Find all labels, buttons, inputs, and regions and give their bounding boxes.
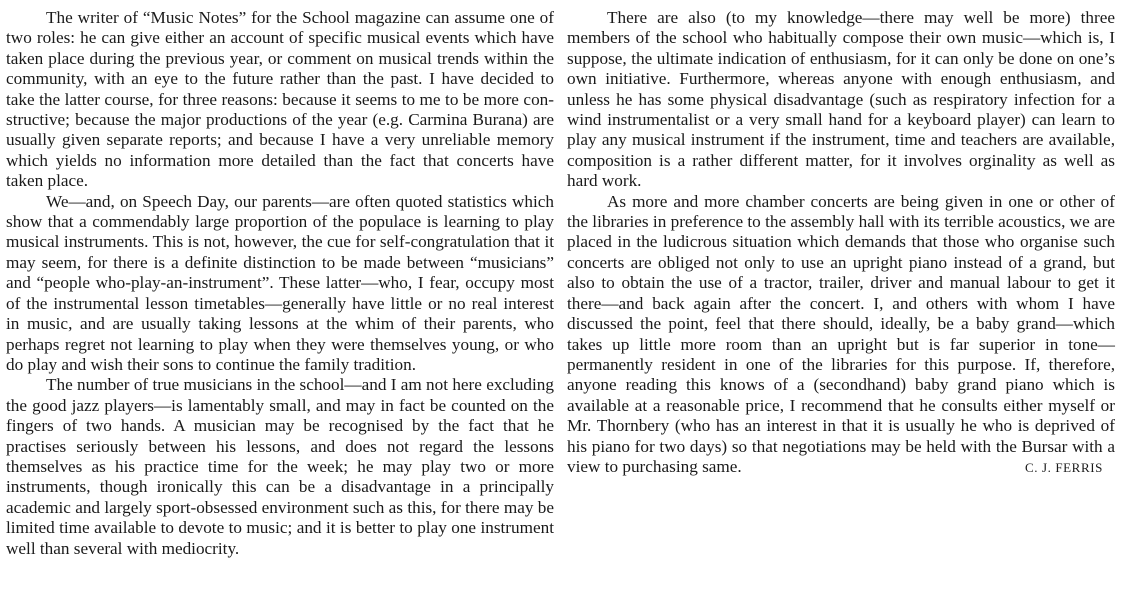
paragraph: The number of true musicians in the school—and I am not here excluding the good jazz players—is lamentably small, and may in fact be counted on the fingers of two hands. A musician may be recognised by the fact that he practises seriously between his lessons, and does not regard the lessons themselves as his practice time for the week; he may play two or more instruments, though ironically this can be a disadvantage in a principally academic and largely sport-obsessed environment such as this, for there may be limited time available to devote to music; and it is better to play one instrument well than several with mediocrity. — [6, 375, 554, 558]
right-column — [567, 8, 1115, 478]
paragraph: There are also (to my knowledge—there may well be more) three members of the school who habitually compose their own music—which is, I suppose, the ultimate indication of enthusiasm, for it can only be done on one’s own initiative. Furthermore, whereas anyone with enough enthusiasm, and unless he has some physical disadvantage (such as respiratory infection for a wind instrumentalist or a very small hand for a keyboard player) can learn to play any musical instrument if the instrument, time and teachers are available, composition is a rather different matter, for it involves orginality as well as hard work. — [567, 8, 1115, 191]
paragraph: The writer of “Music Notes” for the School magazine can assume one of two roles: he can give either an account of specific musical events which have taken place during the previous year, or comment on musical trends within the community, with an eye to the future rather than the past. I have decided to take the latter course, for three reasons: because it seems to me to be more constructive; because the major productions of the year (e.g. Carmina Burana) are usually given separate reports; and because I have a very unreliable memory which yields no information more detailed than the fact that concerts have taken place. — [6, 8, 554, 191]
paragraph: As more and more chamber concerts are being given in one or other of the libraries in preference to the assembly hall with its terrible acoustics, we are placed in the ludicrous situation which demands that those who organise such concerts are obliged not only to use an upright piano instead of a grand, but also to obtain the use of a tractor, trailer, driver and manual labour to get it there—and back again after the concert. I, and others with whom I have discussed the point, feel that there should, ideally, be a baby grand—which takes up little more room than an upright but is far superior in tone—permanently resident in one of the libraries for this purpose. If, therefore, anyone reading this knows of a (secondhand) baby grand piano which is available at a reasonable price, I recommend that he consults either myself or Mr. Thornbery (who has an interest in that it is usually he who is deprived of his piano for two days) so that negotiations may be held with the Bursar with a view to purchasing same. — [567, 191, 1115, 476]
author-byline: C. J. FERRIS — [1024, 460, 1103, 476]
left-column — [6, 8, 554, 559]
paragraph: We—and, on Speech Day, our parents—are often quoted statistics which show that a commendably large proportion of the populace is learning to play musical instruments. This is not, however, the cue for self-congratulation that it may seem, for there is a definite distinction to be made between “musicians” and “people who-play-an-instrument”. These latter—who, I fear, occupy most of the instrumental lesson timetables—generally have little or no real interest in music, and are usually taking lessons at the whim of their parents, who perhaps regret not learning to play when they were themselves young, or who do play and wish their sons to continue the family tradition. — [6, 191, 554, 374]
